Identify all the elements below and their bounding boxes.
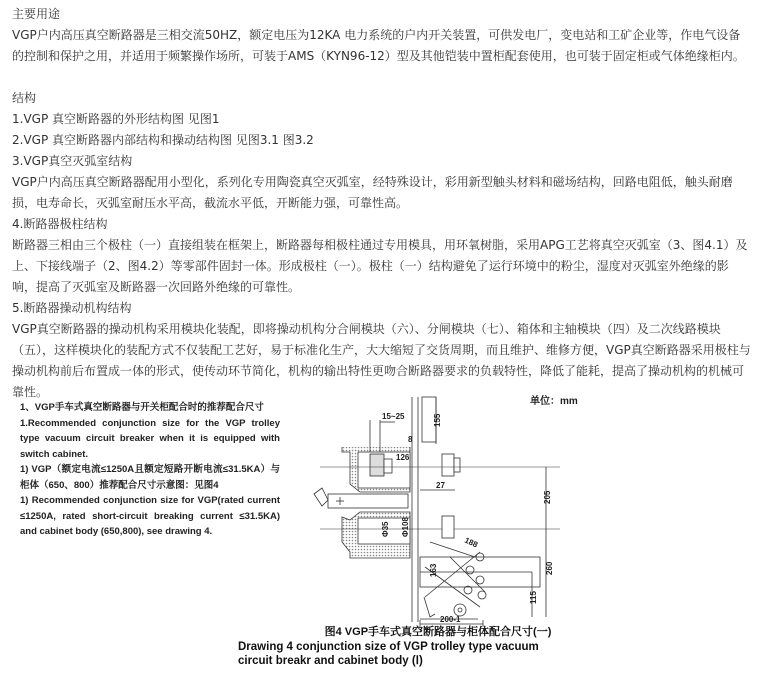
dim-155: 155 — [433, 413, 442, 427]
dim-205: 205 — [543, 490, 552, 504]
usage-paragraph: VGP户内高压真空断路器是三相交流50HZ，额定电压为12KA 电力系统的户内开关装置，可供发电厂，变电站和工矿企业等，作电气设备的控制和保护之用，并适用于频繁操作场所，可装于AMS（KYN96-12）型及其他铠装中置柜配套使用，也可装于固定柜或气体绝缘柜内。 — [12, 28, 745, 63]
dim-200-1: 200-1 — [440, 615, 461, 624]
structure-item-3-text: VGP户内高压真空断路器配用小型化，系列化专用陶瓷真空灭弧室，经特殊设计，彩用新型触头材料和磁场结构，回路电阻低，触头耐磨损，电寿命长，灭弧室耐压水平高，截流水平低，开断能力强，可靠性高。 — [12, 175, 733, 210]
dim-27: 27 — [436, 481, 445, 490]
structure-item-1: 1.VGP 真空断路器的外形结构图 见图1 — [12, 112, 220, 126]
dim-phi108: Φ108 — [401, 517, 410, 537]
structure-item-2: 2.VGP 真空断路器内部结构和操动结构图 见图3.1 图3.2 — [12, 133, 314, 147]
structure-item-3-heading: 3.VGP真空灭弧室结构 — [12, 154, 133, 168]
structure-item-4-text: 断路器三相由三个极柱（一）直接组装在框架上，断路器每相极柱通过专用模具，用环氧树脂，采用APG工艺将真空灭弧室（3、图4.1）及上、下接线端子（2、图4.2）等零部件固封一体。形成极柱（一）。极柱（一）结构避免了运行环境中的粉尘，湿度对灭弧室外绝缘的影响，提高了灭弧室及断路器一次回路外绝缘的可靠性。 — [12, 238, 748, 294]
note-en-title: 1.Recommended conjunction size for the VGP trolley type vacuum circuit breaker when it is equipped with switch cabinet. — [20, 417, 280, 460]
drawing-figure — [0, 392, 762, 680]
dim-260: 260 — [545, 561, 554, 575]
dim-8: 8 — [408, 435, 413, 444]
dimension-labels — [381, 412, 554, 624]
unit-label: 单位：mm — [530, 396, 578, 407]
caption-cn: 图4 VGP手车式真空断路器与柜体配合尺寸(一) — [324, 626, 552, 638]
caption-en-line1: Drawing 4 conjunction size of VGP trolley type vacuum — [238, 641, 539, 653]
dim-115: 115 — [529, 591, 538, 604]
dim-15-25: 15~25 — [382, 412, 405, 421]
structure-item-4-heading: 4.断路器极柱结构 — [12, 217, 108, 231]
dim-188: 188 — [463, 535, 480, 550]
structure-item-5-text: VGP真空断路器的操动机构采用模块化装配，即将操动机构分合闸模块（六）、分闸模块（七）、箱体和主轴模块（四）及二次线路模块（五），这样模块化的装配方式不仅装配工艺好，易于标准化生产，大大缩短了交货周期，而且维护、维修方便，VGP真空断路器采用极柱与操动机构前后布置成一体的形式，使传动环节简化，机构的输出特性更吻合断路器要求的负载特性，降低了能耗，提高了操动机构的机械可靠性。 — [12, 322, 751, 399]
dim-126: 126 — [396, 453, 410, 462]
figure-caption — [238, 624, 598, 668]
technical-drawing — [300, 392, 600, 632]
spacer — [12, 67, 752, 88]
structure-heading: 结构 — [12, 91, 37, 105]
caption-en-line2: circuit breakr and cabinet body (Ⅰ) — [238, 655, 423, 667]
figure-notes — [20, 400, 280, 540]
note-cn-title: 1、VGP手车式真空断路器与开关柜配合时的推荐配合尺寸 — [20, 402, 264, 413]
article-body — [12, 4, 752, 403]
usage-heading: 主要用途 — [12, 7, 61, 21]
dim-phi35: Φ35 — [381, 521, 390, 537]
note-cn-detail: 1) VGP（额定电流≤1250A且额定短路开断电流≤31.5KA）与柜体（650、800）推荐配合尺寸示意图：见图4 — [20, 464, 280, 491]
dim-163: 163 — [429, 563, 438, 577]
structure-item-5-heading: 5.断路器操动机构结构 — [12, 301, 132, 315]
note-en-detail: 1) Recommended conjunction size for VGP(rated current ≤1250A, rated short-circuit breaking current ≤31.5KA) and cabinet body (650,800), see drawing 4. — [20, 495, 280, 537]
